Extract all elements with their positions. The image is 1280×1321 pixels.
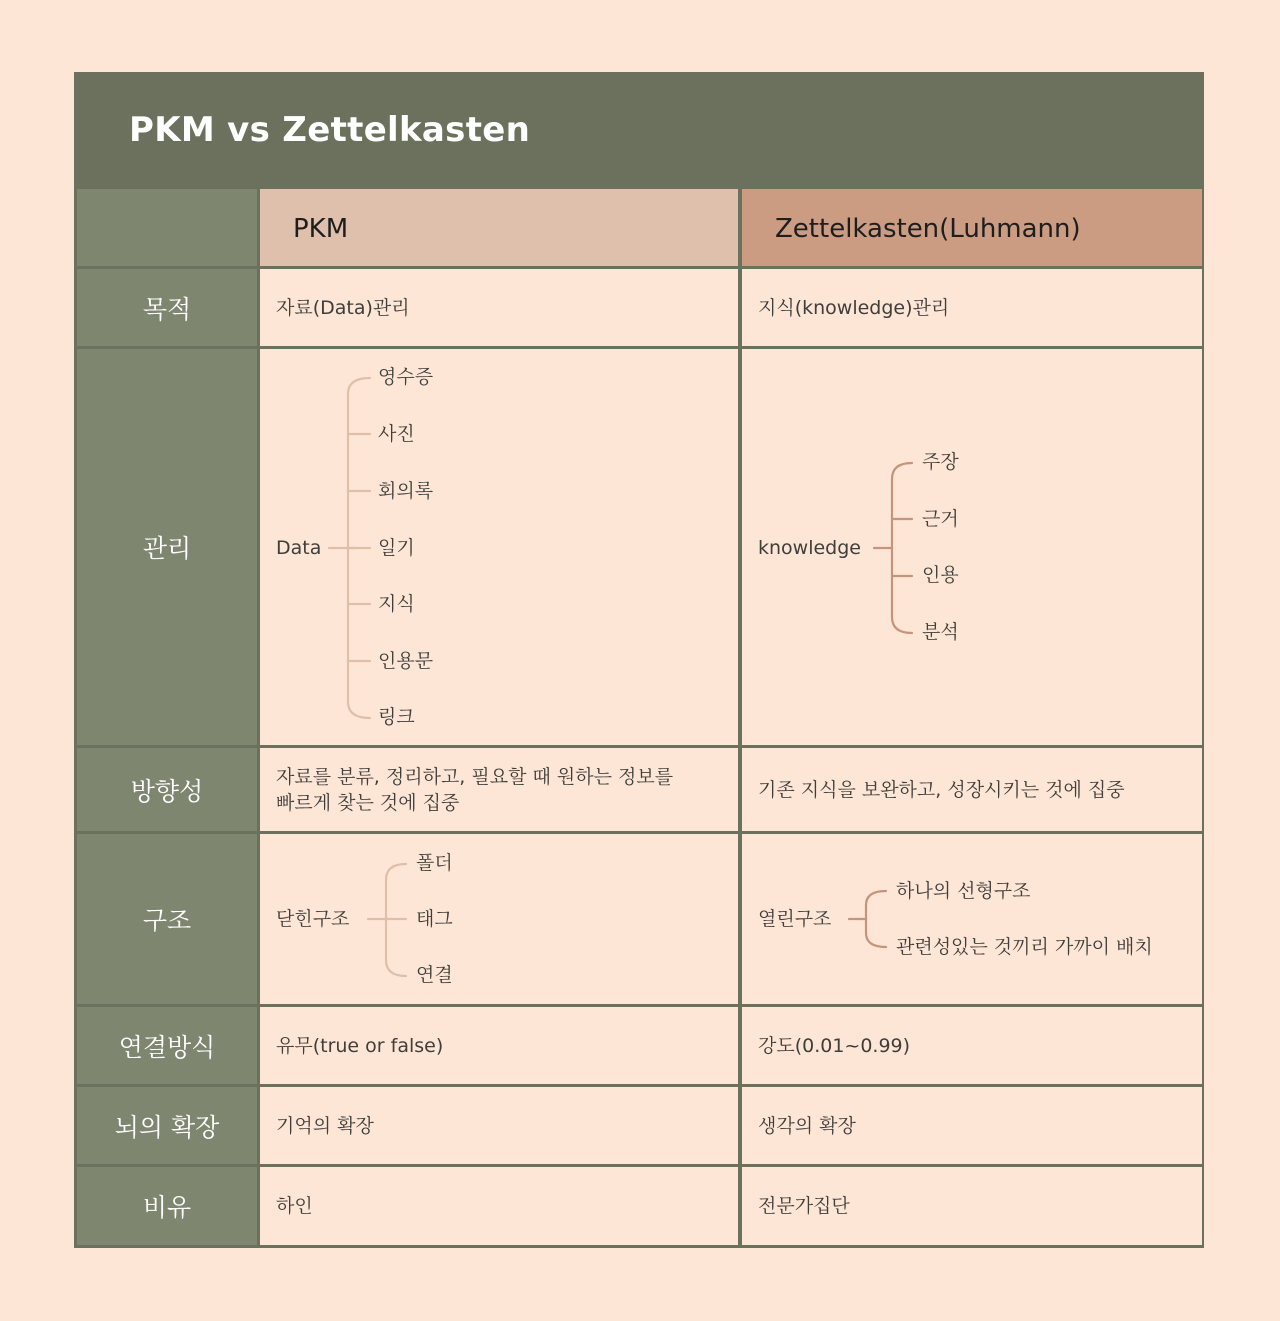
management-pkm-item: 사진 — [378, 423, 415, 445]
management-zk-item: 분석 — [922, 621, 959, 643]
purpose-pkm-cell — [260, 269, 738, 346]
row-header-direction: 방향성 — [77, 748, 257, 831]
brain-pkm-cell — [260, 1087, 738, 1164]
column-header-pkm-label: PKM — [293, 214, 349, 244]
management-zk-item: 인용 — [922, 564, 959, 586]
brain-zk-cell — [742, 1087, 1202, 1164]
direction-zk-text: 기존 지식을 보완하고, 성장시키는 것에 집중 — [758, 778, 1125, 801]
column-header-zettelkasten — [742, 189, 1202, 266]
structure-pkm-cell — [260, 834, 738, 1004]
management-pkm-item: 링크 — [378, 706, 415, 728]
row-header-brain: 뇌의 확장 — [77, 1087, 257, 1164]
connection-zk-cell — [742, 1007, 1202, 1084]
management-pkm-item: 일기 — [378, 537, 415, 559]
connection-zk-text: 강도(0.01~0.99) — [758, 1034, 911, 1057]
management-pkm-bracket — [260, 349, 738, 745]
structure-pkm-item: 태그 — [416, 908, 453, 930]
management-zk-item: 근거 — [922, 508, 959, 530]
management-pkm-item: 지식 — [378, 593, 415, 615]
row-header-structure: 구조 — [77, 834, 257, 1004]
management-pkm-item: 영수증 — [378, 366, 434, 388]
row-header-management: 관리 — [77, 349, 257, 745]
structure-zk-root: 열린구조 — [758, 908, 832, 930]
purpose-zk-text: 지식(knowledge)관리 — [758, 296, 950, 319]
structure-pkm-item: 폴더 — [416, 852, 453, 874]
brain-pkm-text: 기억의 확장 — [276, 1114, 374, 1137]
management-zk-item: 주장 — [922, 451, 959, 473]
direction-pkm-cell — [260, 748, 738, 831]
direction-zk-cell — [742, 748, 1202, 831]
metaphor-zk-cell — [742, 1167, 1202, 1245]
corner-cell — [77, 189, 257, 266]
direction-pkm-text-line1: 자료를 분류, 정리하고, 필요할 때 원하는 정보를 — [276, 766, 674, 788]
row-header-metaphor: 비유 — [77, 1167, 257, 1245]
management-pkm-item: 인용문 — [378, 650, 434, 672]
row-header-purpose: 목적 — [77, 269, 257, 346]
metaphor-pkm-cell — [260, 1167, 738, 1245]
connection-pkm-text: 유무(true or false) — [276, 1034, 444, 1057]
structure-zk-item: 관련성있는 것끼리 가까이 배치 — [896, 936, 1153, 958]
brain-zk-text: 생각의 확장 — [758, 1114, 856, 1137]
metaphor-pkm-text: 하인 — [276, 1195, 313, 1217]
management-pkm-root: Data — [276, 537, 322, 559]
comparison-table — [74, 72, 1204, 1248]
metaphor-zk-text: 전문가집단 — [758, 1195, 850, 1217]
connection-pkm-cell — [260, 1007, 738, 1084]
row-header-connection: 연결방식 — [77, 1007, 257, 1084]
management-zk-cell — [742, 349, 1202, 745]
structure-pkm-item: 연결 — [416, 964, 453, 986]
column-header-zettelkasten-label: Zettelkasten(Luhmann) — [775, 214, 1081, 244]
structure-zk-item: 하나의 선형구조 — [896, 880, 1031, 902]
structure-pkm-root: 닫힌구조 — [276, 908, 350, 930]
title-bar — [74, 72, 1204, 187]
purpose-pkm-text: 자료(Data)관리 — [276, 296, 410, 319]
column-header-pkm — [260, 189, 738, 266]
management-pkm-cell — [260, 349, 738, 745]
purpose-zk-cell — [742, 269, 1202, 346]
direction-pkm-text-line2: 빠르게 찾는 것에 집중 — [276, 792, 460, 814]
management-pkm-item: 회의록 — [378, 480, 434, 502]
structure-zk-cell — [742, 834, 1202, 1004]
management-zk-root: knowledge — [758, 537, 861, 559]
page-title: PKM vs Zettelkasten — [129, 110, 531, 150]
